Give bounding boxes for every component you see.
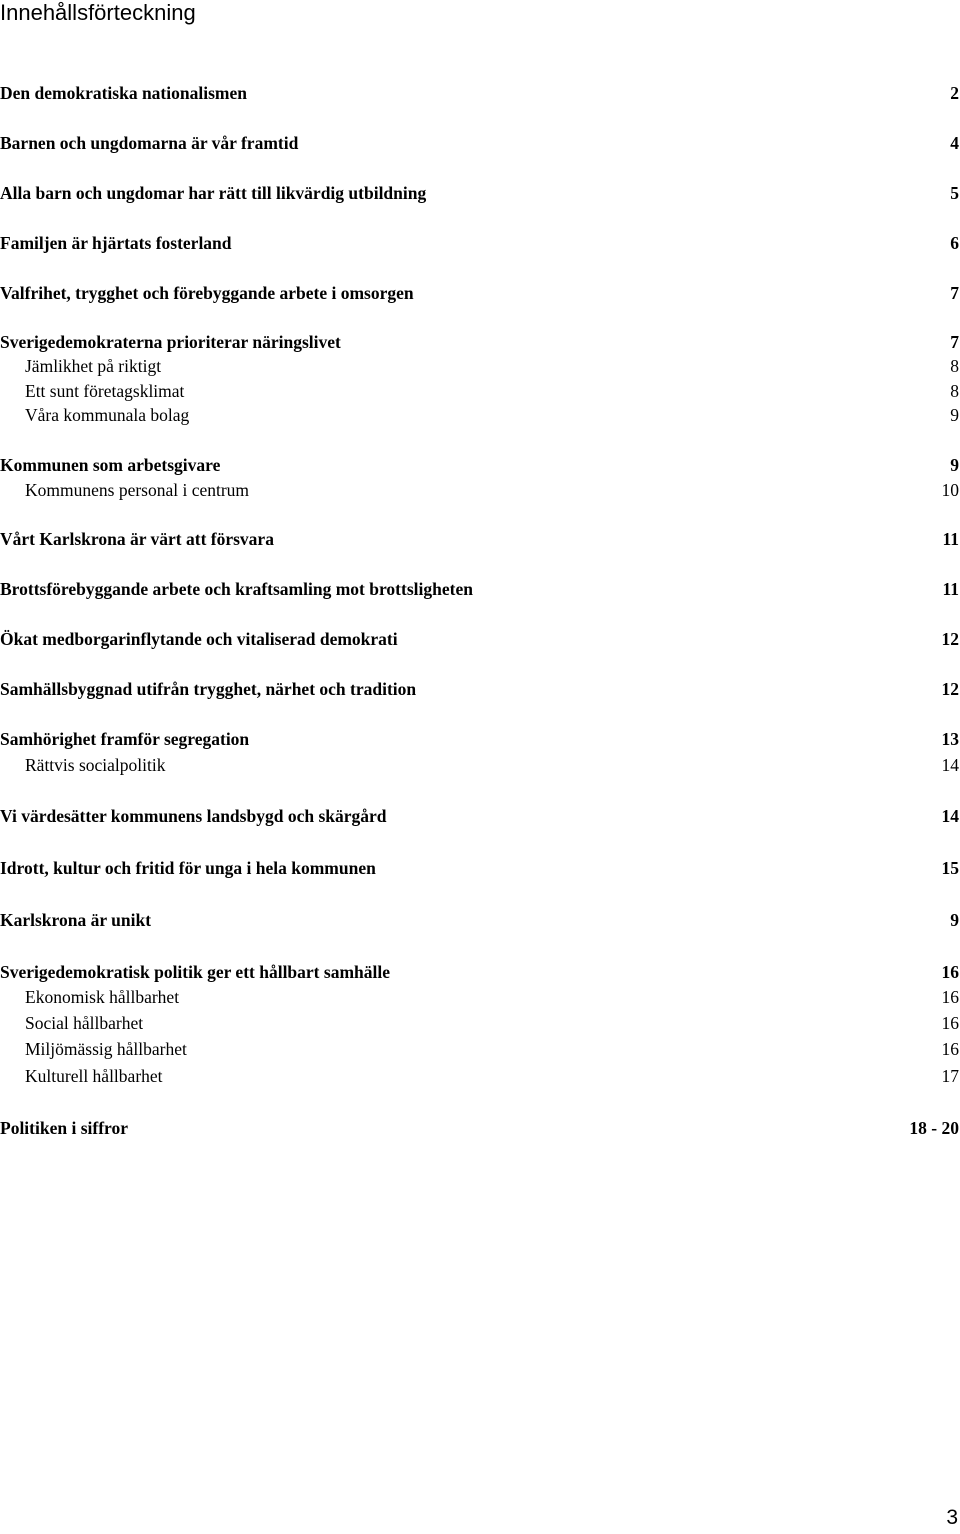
toc-entry[interactable]	[0, 677, 960, 701]
toc-entry-label: Kulturell hållbarhet	[25, 1066, 163, 1086]
toc-entry-page: 6	[950, 233, 959, 253]
toc-entry[interactable]	[0, 231, 960, 255]
toc-entry-page: 16	[941, 1039, 959, 1059]
toc-entry[interactable]	[0, 627, 960, 651]
toc-entry-page: 5	[950, 183, 959, 203]
toc-entry-page: 4	[950, 133, 959, 153]
toc-entry[interactable]	[0, 577, 960, 601]
toc-entry-page: 7	[950, 332, 959, 352]
toc-entry[interactable]	[0, 1064, 960, 1088]
toc-entry[interactable]	[0, 330, 960, 354]
toc-entry[interactable]	[0, 753, 960, 777]
toc-entry-label: Familjen är hjärtats fosterland	[0, 233, 232, 253]
toc-entry-label: Samhörighet framför segregation	[0, 729, 250, 749]
toc-entry-label: Politiken i siffror	[0, 1118, 128, 1138]
toc-entry-label: Social hållbarhet	[25, 1013, 144, 1033]
toc-entry[interactable]	[0, 727, 960, 751]
toc-entry-label: Ökat medborgarinflytande och vitaliserad demokrati	[0, 629, 398, 649]
toc-entry-label: Sverigedemokratisk politik ger ett hållbart samhälle	[0, 962, 390, 982]
toc-entry-label: Vi värdesätter kommunens landsbygd och skärgård	[0, 806, 387, 826]
toc-entry-page: 12	[941, 679, 959, 699]
toc-entry-label: Samhällsbyggnad utifrån trygghet, närhet och tradition	[0, 679, 417, 699]
page-title: Innehållsförteckning	[0, 0, 196, 25]
toc-entry-label: Jämlikhet på riktigt	[25, 356, 162, 376]
toc-entry[interactable]	[0, 453, 960, 477]
toc-entry[interactable]	[0, 81, 960, 105]
toc-entry-label: Kommunens personal i centrum	[25, 480, 250, 500]
toc-entry-label: Sverigedemokraterna prioriterar näringslivet	[0, 332, 341, 352]
toc-entry-page: 9	[950, 405, 959, 425]
toc-entry[interactable]	[0, 281, 960, 305]
toc-entry[interactable]	[0, 804, 960, 828]
toc-entry-page: 18 - 20	[909, 1118, 959, 1138]
toc-entry[interactable]	[0, 354, 960, 378]
toc-entry-label: Brottsförebyggande arbete och kraftsamling mot brottsligheten	[0, 579, 473, 599]
toc-entry[interactable]	[0, 131, 960, 155]
toc-entry-label: Ekonomisk hållbarhet	[25, 987, 180, 1007]
toc-entry[interactable]	[0, 403, 960, 427]
toc-entry[interactable]	[0, 1116, 960, 1140]
toc-entry[interactable]	[0, 985, 960, 1009]
toc-entry[interactable]	[0, 1011, 960, 1035]
toc-entry-page: 11	[942, 529, 959, 549]
toc-entry-label: Miljömässig hållbarhet	[25, 1039, 187, 1059]
toc-entry-page: 16	[941, 987, 959, 1007]
toc-entry-label: Kommunen som arbetsgivare	[0, 455, 221, 475]
toc-entry-label: Ett sunt företagsklimat	[25, 381, 185, 401]
toc-entry-label: Barnen och ungdomarna är vår framtid	[0, 133, 299, 153]
toc-entry-label: Karlskrona är unikt	[0, 910, 152, 930]
toc-entry[interactable]	[0, 1037, 960, 1061]
toc-entry[interactable]	[0, 379, 960, 403]
toc-entry-page: 11	[942, 579, 959, 599]
toc-entry-label: Vårt Karlskrona är värt att försvara	[0, 529, 274, 549]
toc-entry[interactable]	[0, 181, 960, 205]
page-number: 3	[946, 1506, 958, 1529]
toc-entry-page: 10	[941, 480, 959, 500]
toc-entry[interactable]	[0, 478, 960, 502]
toc-entry-label: Valfrihet, trygghet och förebyggande arbete i omsorgen	[0, 283, 414, 303]
toc-entry-page: 9	[950, 910, 959, 930]
toc-entry-label: Rättvis socialpolitik	[25, 755, 166, 775]
toc-entry-page: 9	[950, 455, 959, 475]
toc-entry-page: 14	[941, 755, 959, 775]
toc-entry-page: 16	[941, 962, 959, 982]
toc-entry-page: 16	[941, 1013, 959, 1033]
toc-entry-page: 12	[941, 629, 959, 649]
toc-entry[interactable]	[0, 527, 960, 551]
toc-entry[interactable]	[0, 908, 960, 932]
toc-entry-label: Den demokratiska nationalismen	[0, 83, 247, 103]
toc-entry-page: 8	[950, 356, 959, 376]
toc-entry-page: 2	[950, 83, 959, 103]
toc-entry-page: 13	[941, 729, 959, 749]
toc-entry[interactable]	[0, 960, 960, 984]
toc-entry-label: Idrott, kultur och fritid för unga i hela kommunen	[0, 858, 376, 878]
toc-entry-label: Alla barn och ungdomar har rätt till likvärdig utbildning	[0, 183, 427, 203]
toc-entry-page: 7	[950, 283, 959, 303]
toc-entry-label: Våra kommunala bolag	[25, 405, 190, 425]
toc-entry-page: 14	[941, 806, 959, 826]
toc-entry-page: 15	[941, 858, 959, 878]
toc-entry[interactable]	[0, 856, 960, 880]
toc-entry-page: 17	[941, 1066, 959, 1086]
toc-entry-page: 8	[950, 381, 959, 401]
